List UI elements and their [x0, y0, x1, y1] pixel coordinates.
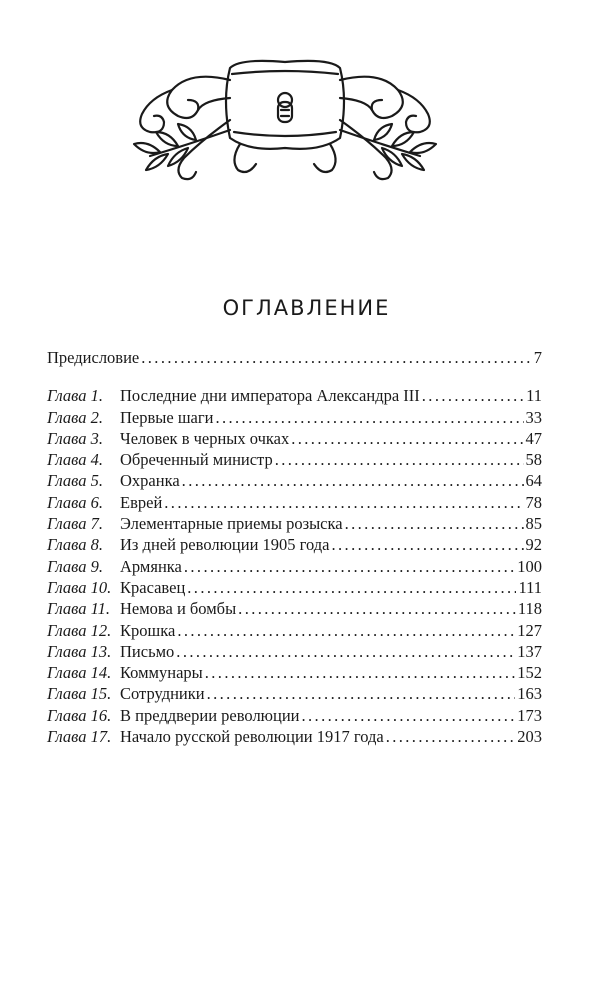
toc-entry-chapter-9[interactable]	[47, 556, 542, 577]
chapter-title: Последние дни императора Александра III	[120, 386, 420, 406]
toc-preface[interactable]	[47, 347, 542, 368]
dot-leader	[422, 385, 524, 406]
toc-entry-chapter-16[interactable]	[47, 705, 542, 726]
toc-entry-chapter-10[interactable]	[47, 577, 542, 598]
dot-leader	[386, 726, 516, 747]
toc-entry-chapter-8[interactable]	[47, 534, 542, 555]
dot-leader	[302, 705, 516, 726]
toc-entry-title	[47, 556, 182, 577]
chapter-title: Начало русской революции 1917 года	[120, 727, 384, 747]
chapter-title: Охранка	[120, 471, 180, 491]
chapter-title: Красавец	[120, 577, 186, 597]
toc-page-number: 58	[525, 450, 542, 470]
chapter-label: Глава 12.	[47, 620, 112, 640]
dot-leader	[184, 556, 515, 577]
toc-page-number: 137	[517, 641, 542, 661]
dot-leader	[187, 577, 516, 598]
chapter-label: Глава 1.	[47, 386, 103, 406]
toc-entry-title	[47, 705, 300, 726]
toc-entry-chapter-6[interactable]	[47, 492, 542, 513]
toc-page-number: 203	[517, 727, 542, 747]
toc-page-number: 85	[525, 514, 542, 534]
chapter-label: Глава 8.	[47, 535, 103, 555]
dot-leader	[345, 513, 524, 534]
chapter-title: Армянка	[120, 556, 182, 576]
toc-entry-title	[47, 598, 236, 619]
toc-page-number: 92	[525, 535, 542, 555]
toc-entry-chapter-12[interactable]	[47, 620, 542, 641]
toc-entry-chapter-3[interactable]	[47, 428, 542, 449]
toc-entry-chapter-13[interactable]	[47, 641, 542, 662]
dot-leader	[275, 449, 524, 470]
toc-page-number: 127	[517, 620, 542, 640]
toc-entry-title	[47, 385, 420, 406]
toc-page-number: 11	[526, 386, 542, 406]
toc-entry-chapter-14[interactable]	[47, 662, 542, 683]
chapter-title: Элементарные приемы розыска	[120, 514, 343, 534]
toc-entry-title	[47, 683, 205, 704]
dot-leader	[205, 662, 516, 683]
toc-entry-chapter-15[interactable]	[47, 683, 542, 704]
toc-entry-title	[47, 577, 185, 598]
dot-leader	[164, 492, 523, 513]
toc-entry-chapter-17[interactable]	[47, 726, 542, 747]
dot-leader	[141, 347, 532, 368]
toc-page-number: 33	[525, 407, 542, 427]
chapter-title: Коммунары	[120, 663, 203, 683]
dot-leader	[291, 428, 523, 449]
chapter-label: Глава 2.	[47, 407, 103, 427]
chapter-label: Глава 16.	[47, 705, 112, 725]
dot-leader	[332, 534, 524, 555]
toc-entry-title	[47, 407, 213, 428]
chapter-label: Глава 15.	[47, 684, 112, 704]
chapter-title: Крошка	[120, 620, 176, 640]
toc-page-number: 152	[517, 663, 542, 683]
dot-leader	[207, 683, 516, 704]
toc-page-number: 64	[525, 471, 542, 491]
toc-entry-title	[47, 492, 162, 513]
toc-page-number: 118	[517, 599, 542, 619]
chapter-label: Глава 10.	[47, 577, 112, 597]
chapter-title: Еврей	[120, 492, 163, 512]
toc-page-number: 163	[517, 684, 542, 704]
chapter-label: Глава 17.	[47, 727, 112, 747]
toc-entry-title	[47, 641, 174, 662]
toc-page-number: 78	[525, 492, 542, 512]
dot-leader	[215, 407, 523, 428]
chapter-title: Письмо	[120, 641, 175, 661]
toc-entry-title	[47, 449, 273, 470]
chapter-title: Из дней революции 1905 года	[120, 535, 330, 555]
chapter-label: Глава 14.	[47, 663, 112, 683]
chapter-label: Глава 5.	[47, 471, 103, 491]
dot-leader	[238, 598, 516, 619]
chapter-title: Первые шаги	[120, 407, 214, 427]
toc-list	[47, 347, 542, 747]
chapter-title: Немова и бомбы	[120, 599, 237, 619]
chapter-label: Глава 11.	[47, 599, 110, 619]
toc-entry-title	[47, 534, 330, 555]
chapter-label: Глава 7.	[47, 514, 103, 534]
dot-leader	[177, 620, 515, 641]
toc-page-number: 173	[517, 705, 542, 725]
toc-entry-title	[47, 428, 289, 449]
toc-entry-chapter-2[interactable]	[47, 407, 542, 428]
toc-entry-title: Предисловие	[47, 348, 140, 367]
toc-entry-title	[47, 513, 343, 534]
toc-page-number: 100	[517, 556, 542, 576]
chapter-label: Глава 13.	[47, 641, 112, 661]
chapter-label: Глава 4.	[47, 450, 103, 470]
toc-page-number: 7	[533, 348, 542, 367]
toc-entry-title	[47, 620, 175, 641]
toc-entry-chapter-7[interactable]	[47, 513, 542, 534]
toc-entry-chapter-5[interactable]	[47, 470, 542, 491]
toc-entry-title	[47, 662, 203, 683]
toc-entry-chapter-4[interactable]	[47, 449, 542, 470]
chapter-label: Глава 3.	[47, 428, 103, 448]
chapter-title: В преддверии революции	[120, 705, 300, 725]
dot-leader	[182, 470, 524, 491]
chapter-title: Сотрудники	[120, 684, 205, 704]
chapter-label: Глава 9.	[47, 556, 103, 576]
toc-entry-chapter-1[interactable]	[47, 385, 542, 406]
toc-entry-chapter-11[interactable]	[47, 598, 542, 619]
toc-page-number: 47	[525, 428, 542, 448]
toc-entry-title	[47, 726, 384, 747]
chapter-label: Глава 6.	[47, 492, 103, 512]
dot-leader	[176, 641, 515, 662]
toc-entry-title	[47, 470, 180, 491]
toc-page-number: 111	[518, 577, 542, 597]
page-title: ОГЛАВЛЕНИЕ	[222, 296, 391, 320]
chapter-title: Обреченный министр	[120, 450, 273, 470]
chapter-title: Человек в черных очках	[120, 428, 290, 448]
scroll-banner-icon	[120, 40, 450, 200]
